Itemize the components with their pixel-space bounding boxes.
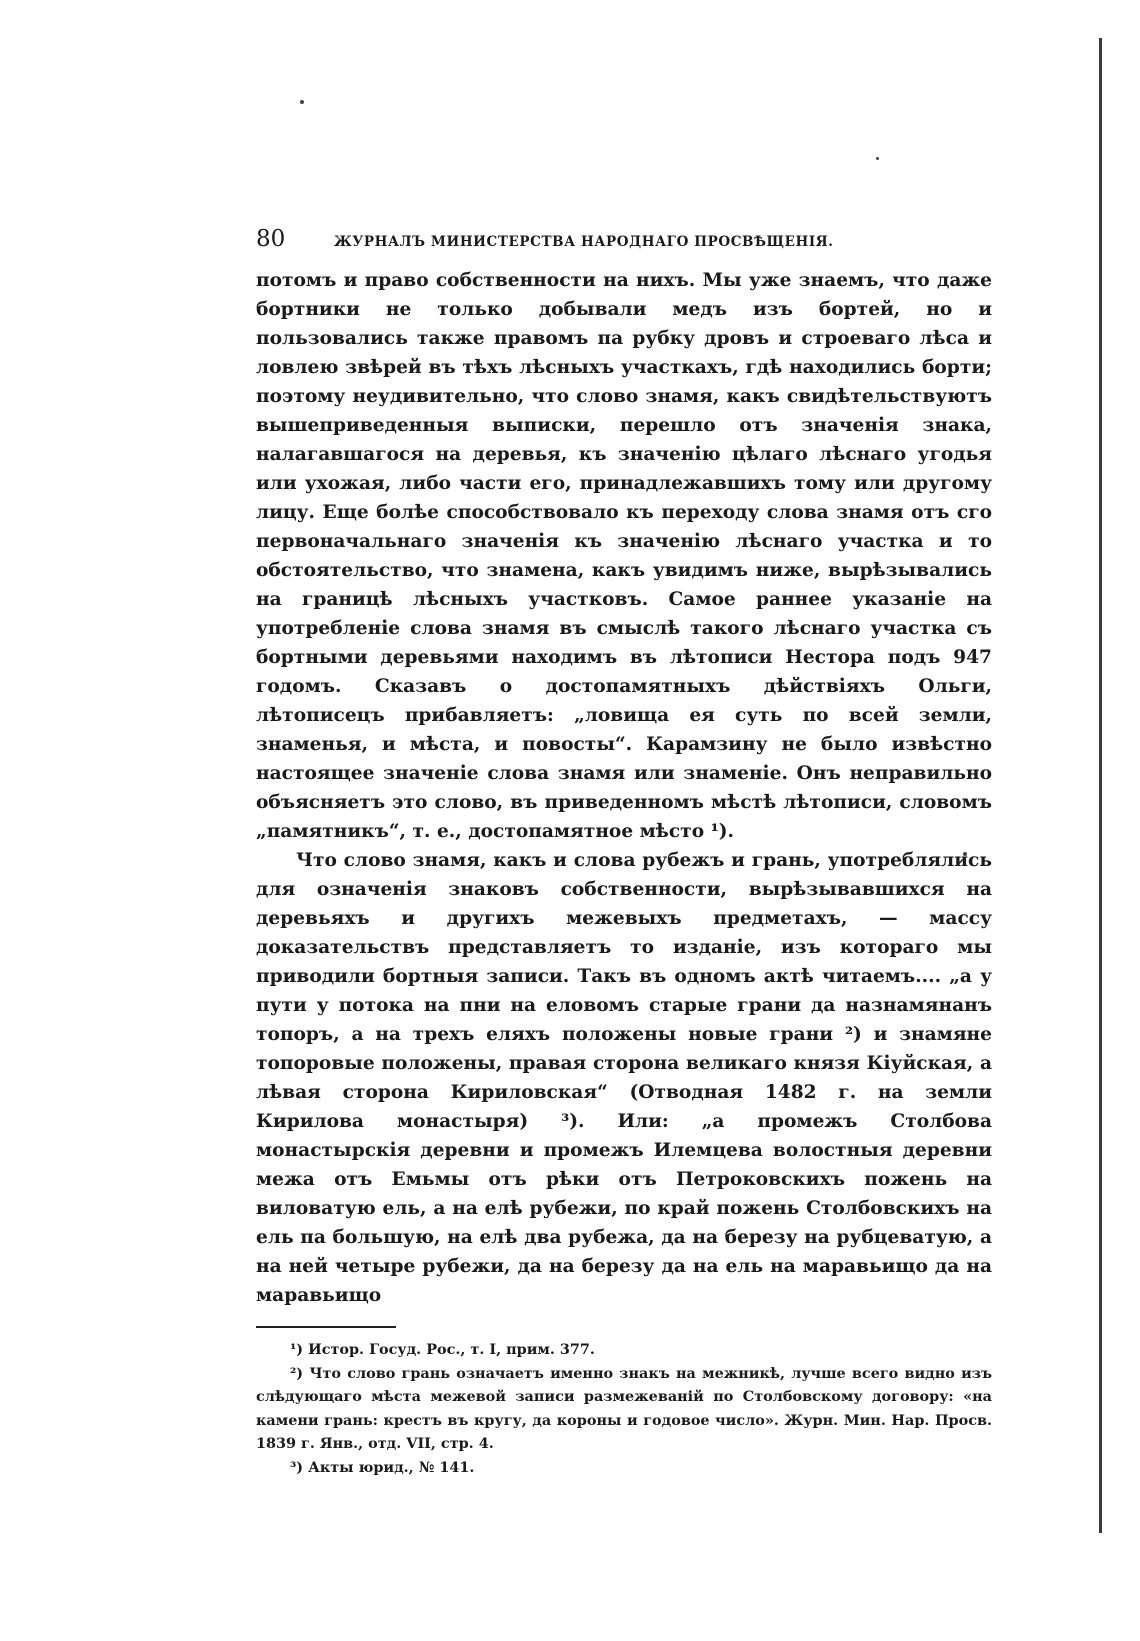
footnote: ³) Акты юрид., № 141. (290, 1458, 475, 1476)
scan-speck (876, 157, 879, 160)
page-number: 80 (256, 226, 286, 252)
footnote: ²) Что слово грань означаетъ именно знакъ на межникѣ, лучше всего видно изъ слѣдующаго мѣста межевой записи размежеваній по Столбовскому договору: «на камени грань: крестъ въ кругу, да короны и годовое число». Журн. Мин. Нар. Просв. 1839 г. Янв., отд. VII, стр. 4. (256, 1364, 992, 1452)
page-header (256, 226, 992, 266)
main-text (256, 266, 992, 1310)
running-title: ЖУРНАЛЪ МИНИСТЕРСТВА НАРОДНАГО ПРОСВѢЩЕНІЯ. (334, 234, 834, 250)
scan-speck (300, 100, 304, 104)
footnotes (256, 1338, 992, 1479)
footnote-divider (256, 1326, 396, 1328)
footnote: ¹) Истор. Госуд. Рос., т. I, прим. 377. (290, 1341, 595, 1358)
scan-edge-line (1099, 38, 1102, 1533)
paragraph: Что слово знамя, какъ и слова рубежъ и грань, употреблялись для означенія знаковъ собственности, вырѣзывавшихся на деревьяхъ и другихъ межевыхъ предметахъ, — массу доказательствъ представляетъ то изданіе, изъ котораго мы приводили бортныя записи. Такъ въ одномъ актѣ читаемъ.... „а у пути у потока на пни на еловомъ старые грани да назнамянанъ топоръ, а на трехъ еляхъ положены новые грани ²) и знамяне топоровые положены, правая сторона великаго князя Кіуйская, а лѣвая сторона Кириловская“ (Отводная 1482 г. на земли Кирилова монастыря) ³). Или: „а промежъ Столбова монастырскія деревни и промежъ Илемцева волостныя деревни межа отъ Емьмы отъ рѣки отъ Петроковскихъ пожень на виловатую ель, а на елѣ рубежи, по край пожень Столбовскихъ на ель па большую, на елѣ два рубежа, да на березу на рубцеватую, а на ней четыре рубежи, да на березу да на ель на маравьищо да на маравьищо (256, 850, 992, 1306)
book-page (256, 226, 992, 1479)
paragraph: потомъ и право собственности на нихъ. Мы уже знаемъ, что даже бортники не только добывали медъ изъ бортей, но и пользовались также правомъ па рубку дровъ и строеваго лѣса и ловлею звѣрей въ тѣхъ лѣсныхъ участкахъ, гдѣ находились борти; поэтому неудивительно, что слово знамя, какъ свидѣтельствуютъ вышеприведенныя выписки, перешло отъ значенія знака, налагавшагося на деревья, къ значенію цѣлаго лѣснаго угодья или ухожая, либо части его, принадлежавшихъ тому или другому лицу. Еще болѣе способствовало къ переходу слова знамя отъ сго первоначальнаго значенія къ значенію лѣснаго участка и то обстоятельство, что знамена, какъ увидимъ ниже, вырѣзывались на границѣ лѣсныхъ участковъ. Самое раннее указаніе на употребленіе слова знамя въ смыслѣ такого лѣснаго участка съ бортными деревьями находимъ въ лѣтописи Нестора подъ 947 годомъ. Сказавъ о достопамятныхъ дѣйствіяхъ Ольги, лѣтописецъ прибавляетъ: „ловища ея суть по всей земли, знаменья, и мѣста, и повосты“. Карамзину не было извѣстно настоящее значеніе слова знамя или знаменіе. Онъ неправильно объясняетъ это слово, въ приведенномъ мѣстѣ лѣтописи, словомъ „памятникъ“, т. е., достопамятное мѣсто ¹). (256, 270, 992, 842)
